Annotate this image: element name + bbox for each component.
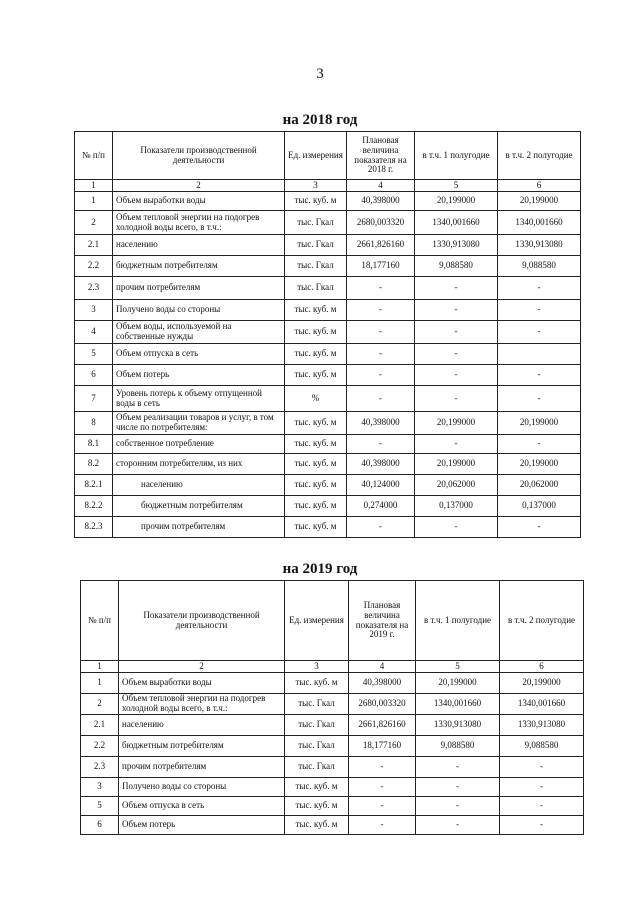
header-half1: в т.ч. 1 полугодие — [416, 581, 500, 661]
row-half2-value: - — [500, 778, 584, 797]
table-row — [75, 300, 581, 321]
row-plan-value: - — [349, 797, 416, 816]
row-indicator: Получено воды со стороны — [119, 778, 285, 797]
page-number: 3 — [316, 66, 324, 82]
row-indicator: Объем тепловой энергии на подогрев холодной воды всего, в т.ч.: — [119, 694, 285, 715]
header-half1: в т.ч. 1 полугодие — [415, 132, 498, 180]
row-plan-value: - — [347, 517, 415, 538]
column-number: 4 — [347, 180, 415, 192]
row-number: 2.3 — [81, 757, 119, 778]
row-indicator: Объем отпуска в сеть — [119, 797, 285, 816]
row-number: 8.1 — [75, 435, 113, 454]
row-plan-value: - — [347, 321, 415, 344]
table-row — [75, 235, 581, 256]
row-unit: тыс. куб. м — [285, 797, 349, 816]
row-half2-value: - — [498, 300, 581, 321]
row-indicator: Объем реализации товаров и услуг, в том числе по потребителям: — [113, 412, 285, 435]
row-half2-value: 9,088580 — [498, 256, 581, 277]
row-number: 1 — [81, 673, 119, 694]
row-number: 7 — [75, 386, 113, 412]
row-plan-value: 2680,003320 — [349, 694, 416, 715]
table-row — [75, 412, 581, 435]
row-indicator: бюджетным потребителям — [119, 736, 285, 757]
row-plan-value: 40,398000 — [347, 454, 415, 475]
row-half2-value: - — [498, 365, 581, 386]
row-half2-value: 1330,913080 — [500, 715, 584, 736]
column-number: 1 — [75, 180, 113, 192]
table-row — [81, 673, 584, 694]
row-half1-value: - — [415, 517, 498, 538]
row-half1-value: - — [415, 435, 498, 454]
row-plan-value: - — [347, 300, 415, 321]
row-half1-value: 20,062000 — [415, 475, 498, 496]
table-row — [75, 344, 581, 365]
column-number: 3 — [285, 180, 347, 192]
row-unit: тыс. куб. м — [285, 778, 349, 797]
row-half2-value: 1340,001660 — [500, 694, 584, 715]
table-row — [75, 386, 581, 412]
row-indicator: прочим потребителям — [113, 517, 285, 538]
row-unit: тыс. Гкал — [285, 736, 349, 757]
row-indicator: бюджетным потребителям — [113, 256, 285, 277]
row-half2-value: 20,199000 — [498, 192, 581, 211]
row-indicator: Объем потерь — [119, 816, 285, 835]
row-unit: тыс. Гкал — [285, 715, 349, 736]
row-plan-value: - — [349, 816, 416, 835]
row-half1-value: 1340,001660 — [415, 211, 498, 235]
row-half1-value: - — [415, 277, 498, 300]
row-half1-value: 1340,001660 — [416, 694, 500, 715]
row-half2-value: 20,199000 — [500, 673, 584, 694]
row-half1-value: - — [416, 778, 500, 797]
header-unit: Ед. измерения — [285, 132, 347, 180]
row-half2-value: - — [500, 816, 584, 835]
row-indicator: прочим потребителям — [113, 277, 285, 300]
row-unit: тыс. Гкал — [285, 277, 347, 300]
row-number: 5 — [75, 344, 113, 365]
column-number: 5 — [416, 661, 500, 673]
production-table-2018 — [74, 131, 581, 538]
table-row — [75, 192, 581, 211]
row-unit: % — [285, 386, 347, 412]
row-half1-value: 9,088580 — [416, 736, 500, 757]
row-plan-value: 18,177160 — [347, 256, 415, 277]
column-number: 1 — [81, 661, 119, 673]
production-table-2019 — [80, 580, 584, 835]
row-indicator: Уровень потерь к объему отпущенной воды в сеть — [113, 386, 285, 412]
row-half1-value: 20,199000 — [415, 454, 498, 475]
table-header-row — [75, 132, 581, 180]
row-half1-value: 20,199000 — [415, 412, 498, 435]
row-number: 4 — [75, 321, 113, 344]
row-unit: тыс. куб. м — [285, 435, 347, 454]
row-number: 2.1 — [81, 715, 119, 736]
row-indicator: собственное потребление — [113, 435, 285, 454]
row-half1-value: - — [415, 365, 498, 386]
row-unit: тыс. куб. м — [285, 816, 349, 835]
row-unit: тыс. Гкал — [285, 757, 349, 778]
row-number: 8 — [75, 412, 113, 435]
row-plan-value: 0,274000 — [347, 496, 415, 517]
column-number: 2 — [119, 661, 285, 673]
row-unit: тыс. куб. м — [285, 344, 347, 365]
row-number: 1 — [75, 192, 113, 211]
row-indicator: бюджетным потребителям — [113, 496, 285, 517]
table-row — [75, 496, 581, 517]
row-plan-value: 40,398000 — [347, 192, 415, 211]
column-number: 6 — [498, 180, 581, 192]
row-half1-value: 1330,913080 — [415, 235, 498, 256]
table-row — [75, 211, 581, 235]
row-plan-value: 2661,826160 — [347, 235, 415, 256]
table-row — [81, 736, 584, 757]
table-row — [75, 435, 581, 454]
row-indicator: сторонним потребителям, из них — [113, 454, 285, 475]
row-unit: тыс. Гкал — [285, 211, 347, 235]
row-number: 2.1 — [75, 235, 113, 256]
row-half1-value: - — [415, 386, 498, 412]
row-plan-value: - — [347, 386, 415, 412]
table-row — [81, 715, 584, 736]
table-row — [81, 757, 584, 778]
table-row — [75, 454, 581, 475]
row-half2-value: 1340,001660 — [498, 211, 581, 235]
header-indicator: Показатели производственной деятельности — [119, 581, 285, 661]
table-row — [75, 365, 581, 386]
table-row — [81, 797, 584, 816]
row-plan-value: 2680,003320 — [347, 211, 415, 235]
table-row — [75, 475, 581, 496]
row-half2-value: - — [498, 517, 581, 538]
row-half2-value: - — [498, 386, 581, 412]
table-row — [75, 256, 581, 277]
row-indicator: населению — [113, 475, 285, 496]
row-plan-value: 40,124000 — [347, 475, 415, 496]
column-number: 3 — [285, 661, 349, 673]
table-header-row — [81, 581, 584, 661]
row-number: 8.2 — [75, 454, 113, 475]
table-row — [75, 277, 581, 300]
header-unit: Ед. измерения — [285, 581, 349, 661]
row-unit: тыс. Гкал — [285, 694, 349, 715]
row-plan-value: 40,398000 — [347, 412, 415, 435]
column-number: 5 — [415, 180, 498, 192]
header-number: № п/п — [81, 581, 119, 661]
row-half2-value: - — [500, 757, 584, 778]
row-number: 2.2 — [81, 736, 119, 757]
row-plan-value: - — [349, 778, 416, 797]
row-indicator: Объем воды, используемой на собственные нужды — [113, 321, 285, 344]
row-unit: тыс. куб. м — [285, 517, 347, 538]
header-half2: в т.ч. 2 полугодие — [500, 581, 584, 661]
row-half1-value: 0,137000 — [415, 496, 498, 517]
row-plan-value: - — [347, 344, 415, 365]
table-2019-title: на 2019 год — [282, 561, 358, 577]
column-numbering-row — [75, 180, 581, 192]
row-half1-value: - — [415, 344, 498, 365]
row-unit: тыс. Гкал — [285, 235, 347, 256]
row-half2-value: - — [500, 797, 584, 816]
row-number: 3 — [81, 778, 119, 797]
row-half2-value: 9,088580 — [500, 736, 584, 757]
row-indicator: прочим потребителям — [119, 757, 285, 778]
table-row — [81, 778, 584, 797]
row-indicator: Объем выработки воды — [119, 673, 285, 694]
row-plan-value: 40,398000 — [349, 673, 416, 694]
table-2018-title: на 2018 год — [282, 112, 358, 128]
header-plan: Плановая величина показателя на 2018 г. — [347, 132, 415, 180]
row-number: 2 — [81, 694, 119, 715]
row-number: 5 — [81, 797, 119, 816]
table-row — [81, 694, 584, 715]
row-indicator: населению — [113, 235, 285, 256]
header-number: № п/п — [75, 132, 113, 180]
row-plan-value: - — [347, 365, 415, 386]
row-number: 8.2.2 — [75, 496, 113, 517]
column-numbering-row — [81, 661, 584, 673]
row-unit: тыс. куб. м — [285, 192, 347, 211]
table-row — [75, 517, 581, 538]
row-number: 2.3 — [75, 277, 113, 300]
header-half2: в т.ч. 2 полугодие — [498, 132, 581, 180]
row-half1-value: - — [416, 816, 500, 835]
row-unit: тыс. куб. м — [285, 300, 347, 321]
row-indicator: населению — [119, 715, 285, 736]
row-unit: тыс. куб. м — [285, 673, 349, 694]
row-indicator: Объем выработки воды — [113, 192, 285, 211]
row-number: 6 — [75, 365, 113, 386]
row-half2-value: 1330,913080 — [498, 235, 581, 256]
row-half2-value: 20,199000 — [498, 454, 581, 475]
row-number: 3 — [75, 300, 113, 321]
row-plan-value: 18,177160 — [349, 736, 416, 757]
row-number: 8.2.1 — [75, 475, 113, 496]
row-half1-value: - — [415, 300, 498, 321]
row-half2-value: - — [498, 277, 581, 300]
row-number: 6 — [81, 816, 119, 835]
table-row — [75, 321, 581, 344]
row-half2-value: - — [498, 321, 581, 344]
row-unit: тыс. Гкал — [285, 256, 347, 277]
row-half1-value: 20,199000 — [416, 673, 500, 694]
column-number: 2 — [113, 180, 285, 192]
row-unit: тыс. куб. м — [285, 454, 347, 475]
header-indicator: Показатели производственной деятельности — [113, 132, 285, 180]
row-number: 2.2 — [75, 256, 113, 277]
column-number: 6 — [500, 661, 584, 673]
row-half1-value: 20,199000 — [415, 192, 498, 211]
row-unit: тыс. куб. м — [285, 365, 347, 386]
row-half2-value: 0,137000 — [498, 496, 581, 517]
row-plan-value: 2661,826160 — [349, 715, 416, 736]
row-indicator: Объем потерь — [113, 365, 285, 386]
row-unit: тыс. куб. м — [285, 496, 347, 517]
row-half1-value: - — [416, 797, 500, 816]
row-number: 2 — [75, 211, 113, 235]
row-plan-value: - — [347, 277, 415, 300]
row-indicator: Получено воды со стороны — [113, 300, 285, 321]
row-half1-value: 9,088580 — [415, 256, 498, 277]
row-half1-value: 1330,913080 — [416, 715, 500, 736]
column-number: 4 — [349, 661, 416, 673]
row-half2-value: 20,199000 — [498, 412, 581, 435]
row-plan-value: - — [347, 435, 415, 454]
row-plan-value: - — [349, 757, 416, 778]
row-half2-value: 20,062000 — [498, 475, 581, 496]
row-unit: тыс. куб. м — [285, 412, 347, 435]
row-indicator: Объем тепловой энергии на подогрев холодной воды всего, в т.ч.: — [113, 211, 285, 235]
row-half1-value: - — [415, 321, 498, 344]
row-half1-value: - — [416, 757, 500, 778]
header-plan: Плановая величина показателя на 2019 г. — [349, 581, 416, 661]
table-row — [81, 816, 584, 835]
row-unit: тыс. куб. м — [285, 321, 347, 344]
row-half2-value: - — [498, 435, 581, 454]
row-indicator: Объем отпуска в сеть — [113, 344, 285, 365]
row-half2-value — [498, 344, 581, 365]
row-number: 8.2.3 — [75, 517, 113, 538]
row-unit: тыс. куб. м — [285, 475, 347, 496]
